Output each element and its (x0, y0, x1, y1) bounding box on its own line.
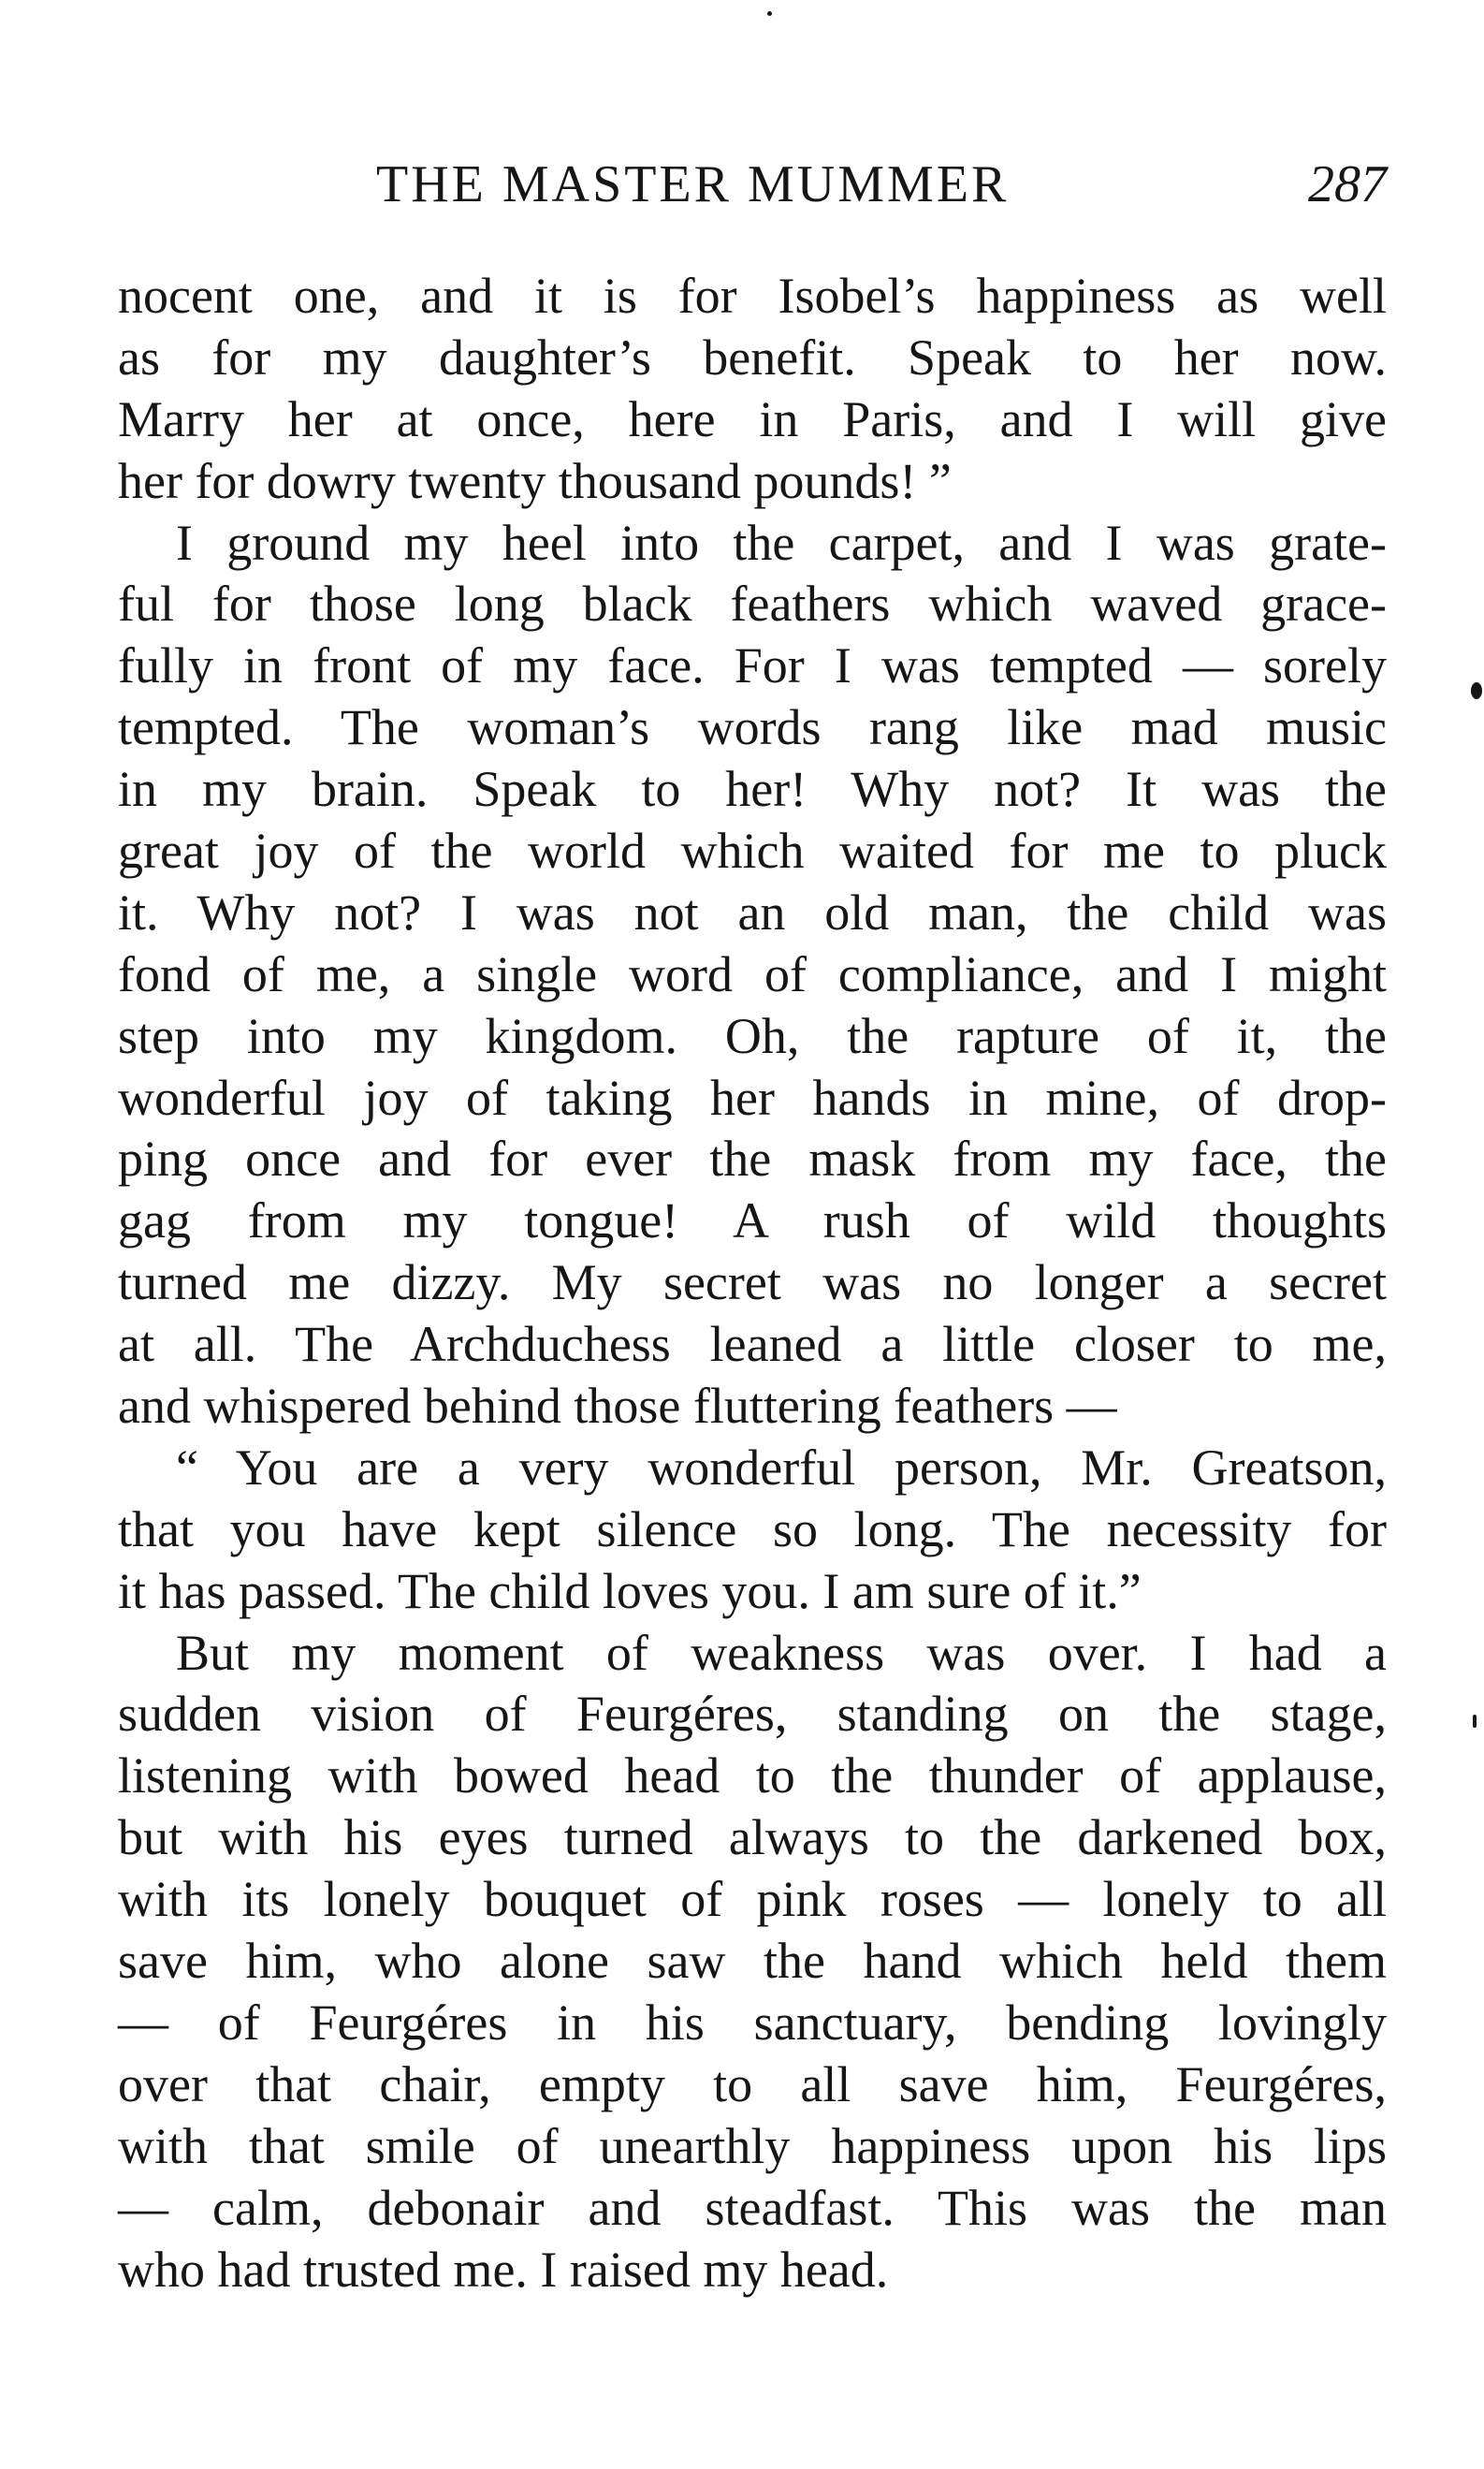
text-line: — of Feurgéres in his sanctuary, bending lovingly (118, 1994, 1387, 2051)
running-title: THE MASTER MUMMER (376, 155, 1010, 213)
page-header (118, 152, 1387, 217)
paragraph (118, 1623, 1387, 2301)
text-line: at all. The Archduchess leaned a little closer to me, (118, 1316, 1387, 1373)
page-number: 287 (1308, 155, 1387, 213)
text-line: with its lonely bouquet of pink roses — lonely to all (118, 1871, 1387, 1928)
text-line: with that smile of unearthly happiness upon his lips (118, 2117, 1387, 2174)
paragraph (118, 513, 1387, 1438)
text-line: nocent one, and it is for Isobel’s happiness as well (118, 268, 1387, 324)
text-line: I ground my heel into the carpet, and I was grate- (176, 514, 1387, 571)
text-line: her for dowry twenty thousand pounds! ” (118, 452, 952, 509)
text-line: fully in front of my face. For I was tempted — sorely (118, 637, 1387, 694)
text-line: great joy of the world which waited for me to pluck (118, 823, 1387, 880)
text-line: save him, who alone saw the hand which held them (118, 1933, 1387, 1990)
text-line: but with his eyes turned always to the darkened box, (118, 1809, 1387, 1866)
text-line: wonderful joy of taking her hands in mine, of drop- (118, 1069, 1387, 1126)
print-speck (767, 11, 772, 16)
text-line: it has passed. The child loves you. I am sure of it.” (118, 1562, 1142, 1619)
paragraph (118, 266, 1387, 513)
text-line: — calm, debonair and steadfast. This was the man (118, 2179, 1387, 2236)
text-line: gag from my tongue! A rush of wild thoughts (118, 1192, 1387, 1249)
text-line: turned me dizzy. My secret was no longer a secret (118, 1254, 1387, 1311)
text-line: over that chair, empty to all save him, Feurgéres, (118, 2055, 1387, 2112)
text-line: tempted. The woman’s words rang like mad music (118, 699, 1387, 756)
text-line: it. Why not? I was not an old man, the child was (118, 884, 1387, 941)
body-text (118, 266, 1387, 2301)
text-line: But my moment of weakness was over. I had a (176, 1624, 1387, 1681)
text-line: ping once and for ever the mask from my face, the (118, 1131, 1387, 1188)
paragraph (118, 1438, 1387, 1623)
text-line: step into my kingdom. Oh, the rapture of it, the (118, 1007, 1387, 1064)
text-line: that you have kept silence so long. The necessity for (118, 1500, 1387, 1557)
text-line: as for my daughter’s benefit. Speak to her now. (118, 329, 1387, 386)
text-line: fond of me, a single word of compliance, and I might (118, 945, 1387, 1002)
text-line: and whispered behind those fluttering feathers — (118, 1378, 1117, 1435)
text-line: “ You are a very wonderful person, Mr. Greatson, (176, 1439, 1387, 1496)
text-line: ful for those long black feathers which waved grace- (118, 576, 1387, 633)
print-speck (1473, 1715, 1477, 1728)
text-line: listening with bowed head to the thunder of applause, (118, 1747, 1387, 1804)
text-line: sudden vision of Feurgéres, standing on the stage, (118, 1686, 1387, 1743)
print-speck (1471, 682, 1482, 699)
text-line: Marry her at once, here in Paris, and I will give (118, 390, 1387, 447)
text-line: in my brain. Speak to her! Why not? It was the (118, 761, 1387, 818)
text-line: who had trusted me. I raised my head. (118, 2241, 889, 2298)
